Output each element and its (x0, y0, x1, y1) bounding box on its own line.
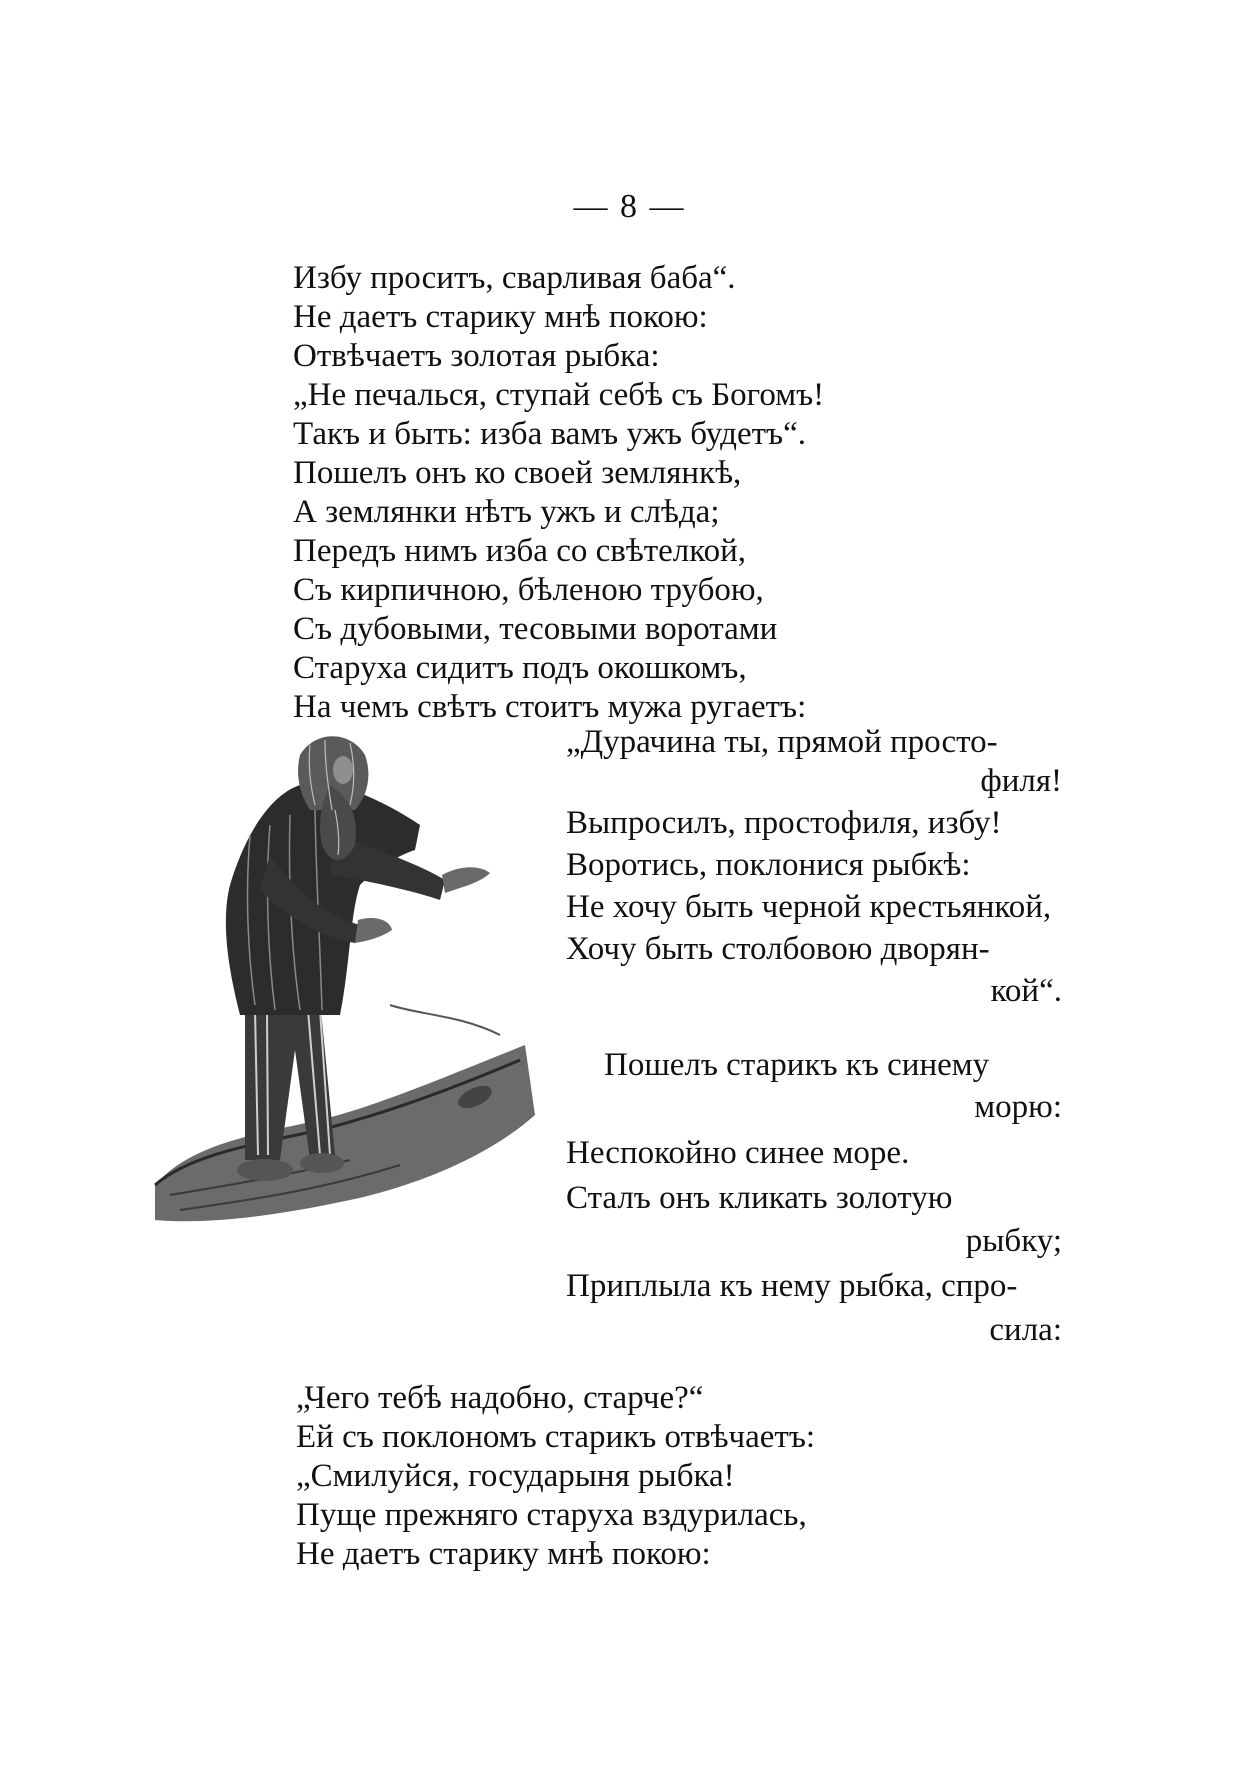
verse-line: Хочу быть столбовою дворян- (566, 931, 990, 967)
verse-line: Пошелъ старикъ къ синему (604, 1047, 990, 1083)
old-man-engraving-icon (150, 715, 540, 1235)
verse-line: Сталъ онъ кликать золотую (566, 1180, 953, 1216)
verse-line: На чемъ свѣтъ стоитъ мужа ругаетъ: (293, 689, 807, 725)
verse-line: филя! (980, 763, 1062, 799)
page-number: — 8 — (573, 188, 686, 225)
verse-line: Съ дубовыми, тесовыми воротами (293, 611, 778, 647)
verse-line: А землянки нѣтъ ужъ и слѣда; (293, 494, 720, 530)
verse-line: Такъ и быть: изба вамъ ужъ будетъ“. (293, 416, 806, 452)
verse-line: „Не печалься, ступай себѣ съ Богомъ! (293, 377, 825, 413)
verse-line: Ей съ поклономъ старикъ отвѣчаетъ: (296, 1419, 816, 1455)
verse-line: Пошелъ онъ ко своей землянкѣ, (293, 455, 742, 491)
verse-line: Съ кирпичною, бѣленою трубою, (293, 572, 764, 608)
verse-line: Пуще прежняго старуха вздурилась, (296, 1497, 807, 1533)
verse-line: Избу проситъ, сварливая баба“. (293, 260, 736, 296)
verse-line: Не даетъ старику мнѣ покою: (293, 299, 708, 335)
verse-line: „Чего тебѣ надобно, старче?“ (296, 1380, 704, 1416)
verse-line: Старуха сидитъ подъ окошкомъ, (293, 650, 747, 686)
verse-line: Передъ нимъ изба со свѣтелкой, (293, 533, 747, 569)
verse-line: сила: (989, 1312, 1062, 1348)
verse-line: Выпросилъ, простофиля, избу! (566, 805, 1002, 841)
verse-line: Отвѣчаетъ золотая рыбка: (293, 338, 660, 374)
verse-line: морю: (974, 1089, 1062, 1125)
verse-line: Приплыла къ нему рыбка, спро- (566, 1268, 1018, 1304)
verse-line: „Дурачина ты, прямой просто- (566, 724, 998, 760)
verse-line: кой“. (990, 973, 1062, 1009)
verse-line: Не хочу быть черной крестьянкой, (566, 889, 1052, 925)
verse-line: рыбку; (965, 1223, 1062, 1259)
verse-line: „Смилуйся, государыня рыбка! (296, 1458, 735, 1494)
verse-line: Воротись, поклонися рыбкѣ: (566, 847, 971, 883)
verse-line: Неспокойно синее море. (566, 1135, 910, 1171)
verse-line: Не даетъ старику мнѣ покою: (296, 1536, 711, 1572)
